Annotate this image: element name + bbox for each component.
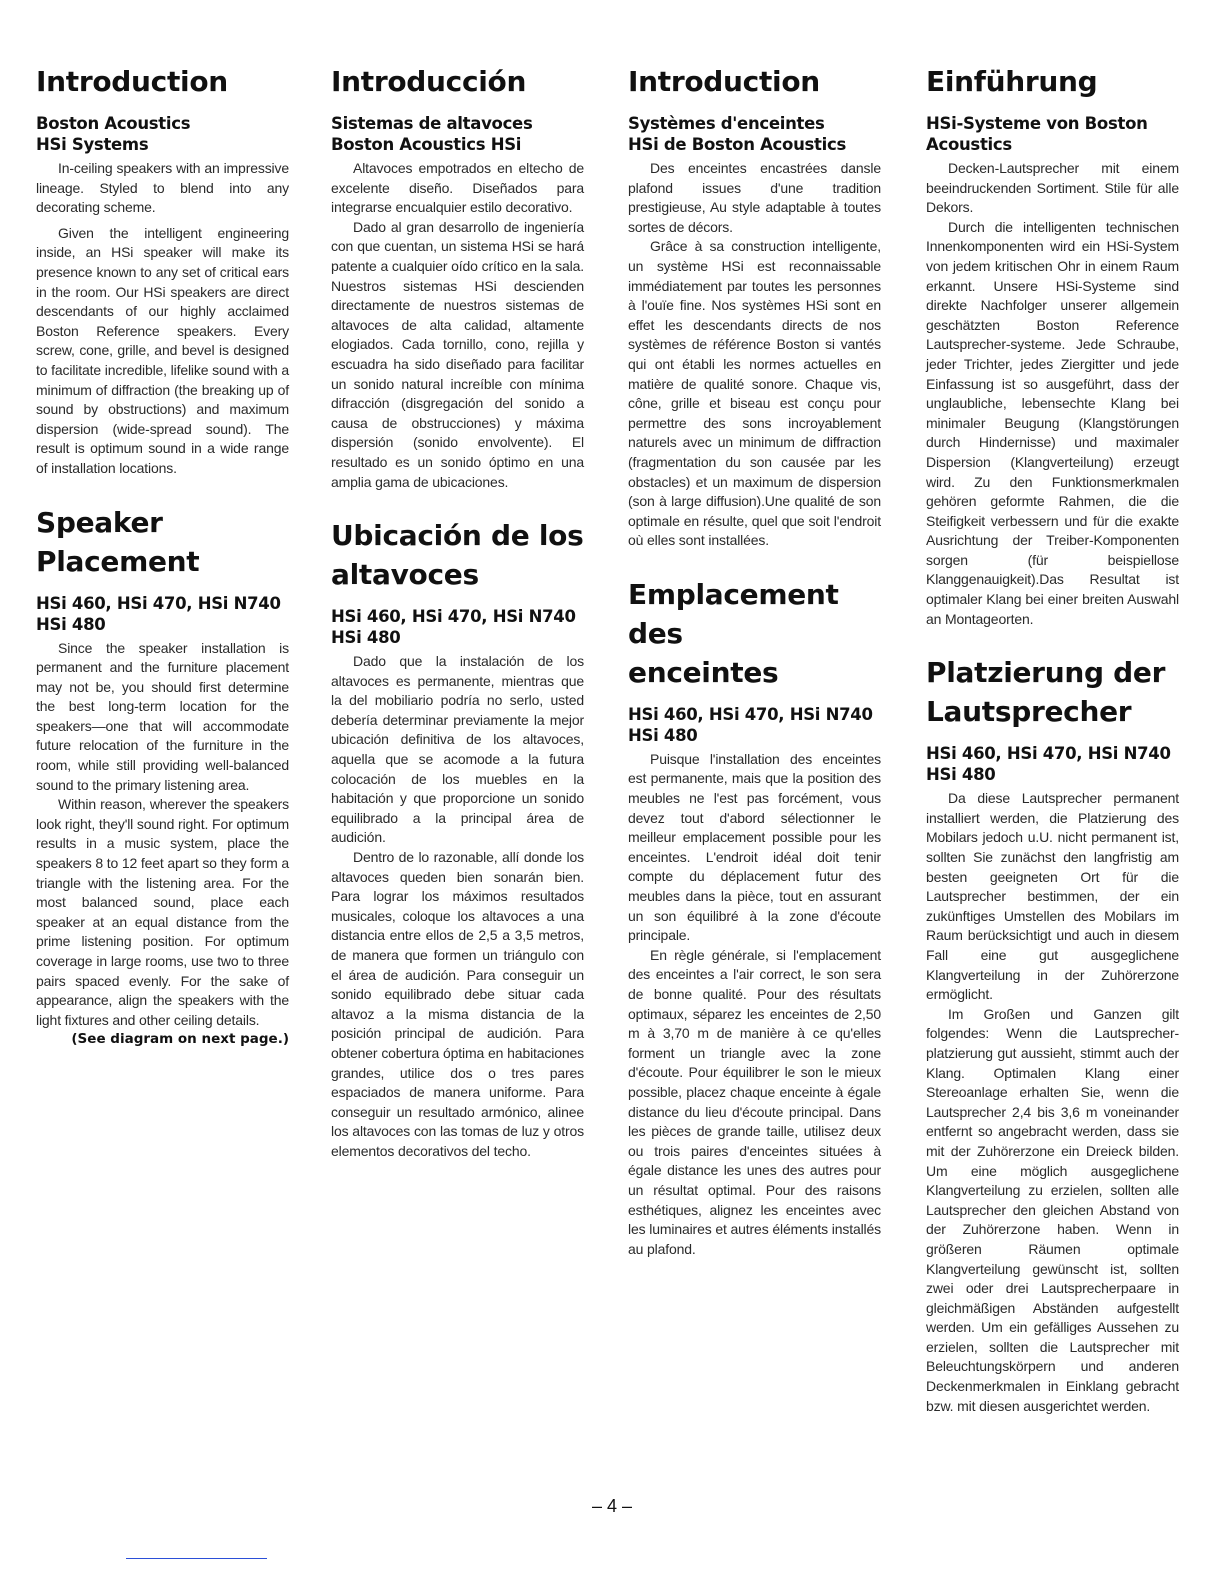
intro-paragraph-de-1: Decken-Lautsprecher mit einem beeindruckenden Sortiment. Stile für alle Dekors. [926, 160, 1179, 216]
placement-heading-en: Speaker Placement [36, 505, 200, 578]
placement-paragraph-es-1: Dado que la instalación de los altavoces es permanente, mientras que la del mobiliario podría no serlo, usted debería determinar previamente la mejor ubicación definitiva de los altavoces, aquella que se acomode a la futura colocación de los muebles en la habitación y que proporcione un sonido equilibrado a la principal área de audición. [331, 653, 584, 846]
placement-paragraph-en-2: Within reason, wherever the speakers look right, they'll sound right. For optimum results in a music system, place the speakers 8 to 12 feet apart so they form a triangle with the listening area. For the most balanced sound, place each speaker at an equal distance from the prime listening position. For optimum coverage in large rooms, use two to three pairs spaced evenly. For the sake of appearance, align the speakers with the light fixtures and other ceiling details. [36, 796, 289, 1028]
placement-heading-de: Platzierung der Lautsprecher [926, 656, 1166, 729]
intro-heading-es: Introducción [331, 65, 527, 98]
placement-paragraph-en-1: Since the speaker installation is permanent and the furniture placement may not be, you should first determine the best long-term location for the speakers—one that will accommodate future relocation of the furniture in the room, while still providing well-balanced sound to the primary listening area. [36, 639, 289, 793]
intro-subheading-fr: Systèmes d'enceintes HSi de Boston Acoustics [628, 114, 846, 154]
placement-heading-es: Ubicación de los altavoces [331, 519, 584, 592]
intro-paragraph-en-1: In-ceiling speakers with an impressive lineage. Styled to blend into any decorating scheme. [36, 160, 289, 216]
column-french [628, 62, 881, 1259]
intro-subheading-es: Sistemas de altavoces Boston Acoustics HSi [331, 114, 533, 154]
placement-subheading-es: HSi 460, HSi 470, HSi N740 HSi 480 [331, 607, 576, 648]
placement-subheading-en: HSi 460, HSi 470, HSi N740 HSi 480 [36, 593, 281, 634]
column-english [36, 62, 289, 1049]
placement-paragraph-de-2: Im Großen und Ganzen gilt folgendes: Wenn die Lautsprecher-platzierung gut aussieht, stimmt auch der Klang. Optimalen Klang einer Stereoanlage erhalten Sie, wenn die Lautsprecher 2,4 bis 3,6 m voneinander entfernt so angebracht werden, dass sie mit der Zuhörerzone ein Dreieck bilden. Um eine möglich ausgeglichene Klangverteilung zu erzielen, sollten alle Lautsprecher den gleichen Abstand von der Zuhörerzone haben. Wenn in größeren Räumen optimale Klangverteilung gewünscht ist, sollten zwei oder drei Lautsprecherpaare in gleichmäßigen Abständen aufgestellt werden. Um ein gefälliges Aussehen zu erzielen, sollten die Lautsprecher mit Beleuchtungskörpern und anderen Deckenmerkmalen in Einklang gebracht bzw. mit diesen ausgerichtet werden. [926, 1005, 1179, 1414]
intro-paragraph-fr-2: Grâce à sa construction intelligente, un système HSi est reconnaissable immédiatement par toutes les personnes à l'ouïe fine. Nos systèmes HSi sont en effet les descendants directs de nos systèmes de référence Boston si vantés qui ont établi les normes actuelles en matière de qualité sonore. Chaque vis, cône, grille et biseau est conçu pour permettre des sons incroyablement naturels avec un minimum de diffraction (fragmentation du son causée par les obstacles) et un maximum de dispersion (son à large diffusion).Une qualité de son optimale en résulte, quel que soit l'endroit où elles sont installées. [628, 238, 881, 549]
intro-subheading-en: Boston Acoustics HSi Systems [36, 114, 191, 154]
footer-rule [126, 1558, 267, 1559]
intro-heading-de: Einführung [926, 65, 1098, 98]
page-number: – 4 – [591, 1496, 633, 1516]
intro-paragraph-es-2: Dado al gran desarrollo de ingeniería con que cuentan, un sistema HSi se hará patente a cualquier oído crítico en la sala. Nuestros sistemas HSi descienden directamente de nuestros sistemas de altavoces de alta calidad, altamente elogiados. Cada tornillo, cono, rejilla y escuadra ha sido diseñado para facilitar un sonido natural increíble con mínima difracción (disgregación del sonido a causa de obstrucciones) y máxima dispersión (sonido envolvente). El resultado es un sonido óptimo en una amplia gama de ubicaciones. [331, 218, 584, 490]
intro-paragraph-fr-1: Des enceintes encastrées dansle plafond issues d'une tradition prestigieuse, Au style adaptable à toutes sortes de décors. [628, 160, 881, 235]
intro-heading-fr: Introduction [628, 65, 820, 98]
intro-paragraph-en-2: Given the intelligent engineering inside, an HSi speaker will make its presence known to any set of critical ears in the room. Our HSi speakers are direct descendants of our highly acclaimed Boston Reference speakers. Every screw, cone, grille, and bevel is designed to facilitate incredible, lifelike sound with a minimum of diffraction (the breaking up of sound by obstructions) and maximum dispersion (wide-spread sound). The result is optimum sound in a wide range of installation locations. [36, 224, 289, 476]
placement-paragraph-fr-1: Puisque l'installation des enceintes est permanente, mais que la position des meubles ne l'est pas forcément, vous devez tout d'abord sélectionner le meilleur emplacement possible pour les enceintes. L'endroit idéal doit tenir compte du déplacement futur des meubles dans la pièce, tout en assurant un son équilibré à la zone d'écoute principale. [628, 750, 881, 944]
placement-subheading-fr: HSi 460, HSi 470, HSi N740 HSi 480 [628, 704, 873, 745]
placement-paragraph-fr-2: En règle générale, si l'emplacement des enceintes a l'air correct, le son sera de bonne qualité. Pour des résultats optimaux, séparez les enceintes de 2,50 m à 3,70 m de manière à ce qu'elles forment un triangle avec la zone d'écoute. Pour équilibrer le son le mieux possible, placez chaque enceinte à égale distance du lieu d'écoute principal. Dans les pièces de grande taille, utilisez deux ou trois paires d'enceintes situées à égale distance les unes des autres pour un résultat optimal. Pour des raisons esthétiques, alignez les enceintes avec les luminaires et autres éléments installés au plafond. [628, 946, 881, 1257]
diagram-note: (See diagram on next page.) [71, 1031, 289, 1048]
intro-paragraph-es-1: Altavoces empotrados en eltecho de excelente diseño. Diseñados para integrarse encualquier estilo decorativo. [331, 160, 584, 216]
placement-heading-fr: Emplacement des enceintes [628, 577, 839, 689]
intro-heading-en: Introduction [36, 65, 228, 98]
placement-paragraph-es-2: Dentro de lo razonable, allí donde los altavoces queden bien sonarán bien. Para lograr los máximos resultados musicales, coloque los altavoces a una distancia entre ellos de 2,5 a 3,5 metros, de manera que formen un triángulo con el área de audición. Para conseguir un sonido equilibrado debe situar cada altavoz a la misma distancia de la posición principal de audición. Para obtener cobertura óptima en habitaciones grandes, utilice dos o tres pares espaciados de manera uniforme. Para conseguir un resultado armónico, alinee los altavoces con las tomas de luz y otros elementos decorativos del techo. [331, 849, 584, 1159]
intro-subheading-de: HSi-Systeme von Boston Acoustics [926, 114, 1148, 154]
placement-paragraph-de-1: Da diese Lautsprecher permanent installiert werden, die Platzierung des Mobilars jedoch u.U. nicht permanent ist, sollten Sie zunächst den langfristig am besten geeigneten Ort für die Lautsprecher bestimmen, der ein zukünftiges Umstellen des Mobilars im Raum berücksichtigt und auch in diesem Fall eine gut ausgeglichene Klangverteilung in der Zuhörerzone ermöglicht. [926, 790, 1179, 1003]
column-spanish [331, 62, 584, 1162]
column-german [926, 62, 1179, 1416]
placement-subheading-de: HSi 460, HSi 470, HSi N740 HSi 480 [926, 744, 1171, 785]
intro-paragraph-de-2: Durch die intelligenten technischen Innenkomponenten wird ein HSi-System von jedem kritischen Ohr in einem Raum erkannt. Unsere HSi-Systeme sind direkte Nachfolger unserer allgemein geschätzten Boston Reference Lautsprecher-systeme. Jede Schraube, jeder Trichter, jedes Ziergitter und jede Einfassung ist so ausgeführt, dass der unglaubliche, lebensechte Klang bei minimaler Beugung (Klangstörungen durch Hindernisse) und maximaler Dispersion (Klangverteilung) erzeugt wird. Zu den Funktionsmerkmalen gehören geformte Rahmen, die die Steifigkeit verbessern und für die exakte Ausrichtung der Treiber-Komponenten sorgen (für beispiellose Klanggenauigkeit).Das Resultat ist optimaler Klang bei einer breiten Auswahl an Montageorten. [926, 218, 1179, 627]
